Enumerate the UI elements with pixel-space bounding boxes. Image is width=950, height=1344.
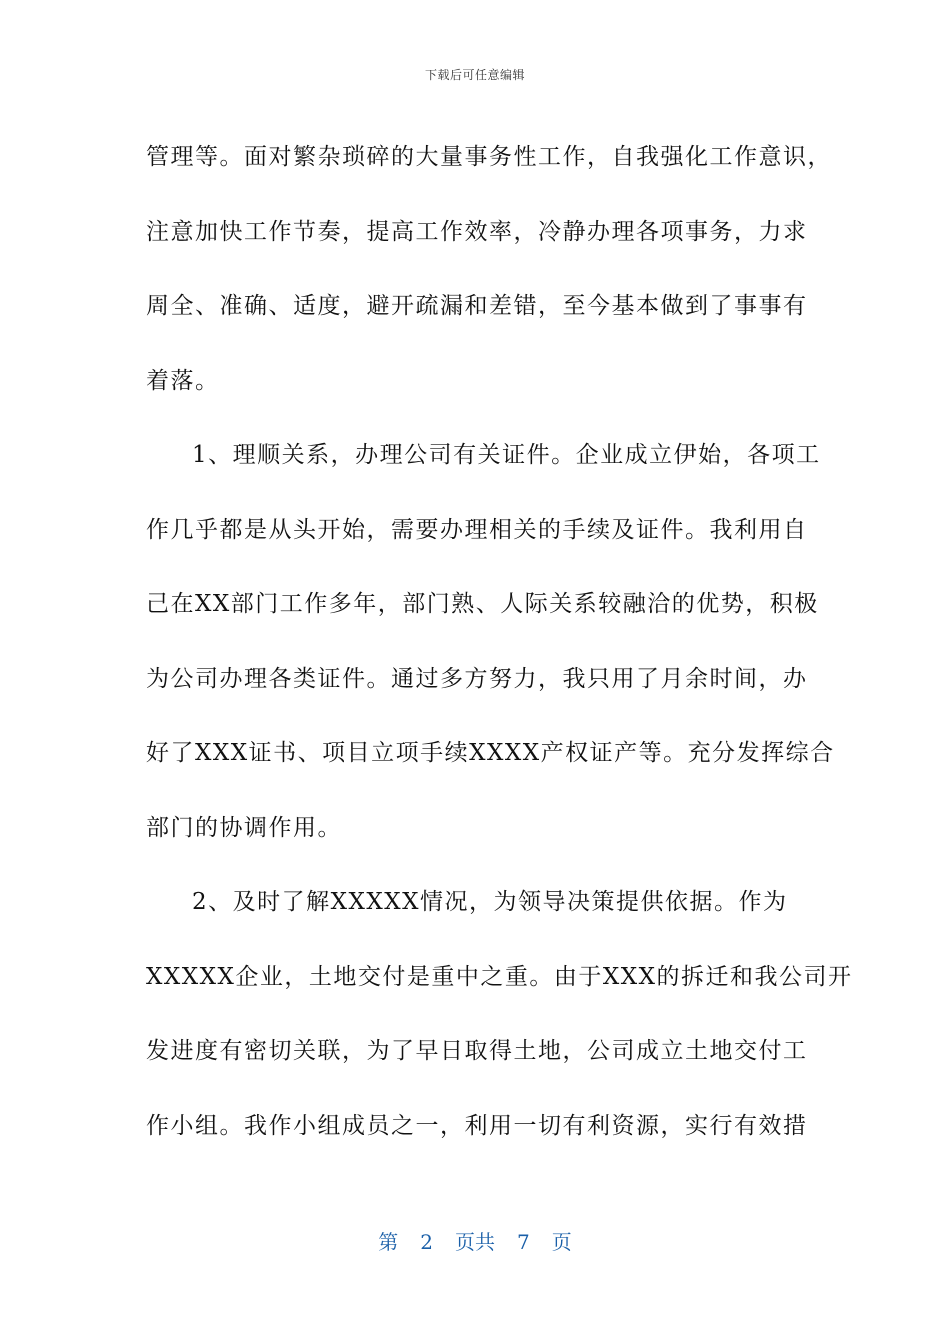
- text-line: 作小组。我作小组成员之一，利用一切有利资源，实行有效措: [146, 1112, 808, 1139]
- header-note: 下载后可任意编辑: [424, 68, 525, 82]
- text-line: 发进度有密切关联，为了早日取得土地，公司成立土地交付工: [146, 1038, 808, 1064]
- total-pages-number: 7: [517, 1230, 530, 1254]
- text-line: 2、及时了解XXXXX情况，为领导决策提供依据。作为: [192, 889, 788, 915]
- text-line: 着落。: [146, 367, 220, 394]
- text-line: 部门的协调作用。: [146, 814, 342, 841]
- text-line: XXXXX企业，土地交付是重中之重。由于XXX的拆迁和我公司开: [146, 963, 853, 990]
- text-line: 为公司办理各类证件。通过多方努力，我只用了月余时间，办: [146, 665, 808, 692]
- current-page-number: 2: [420, 1230, 433, 1254]
- document-body: [146, 120, 853, 1163]
- text-line: 己在XX部门工作多年，部门熟、人际关系较融洽的优势，积极: [146, 591, 819, 617]
- page-footer: [0, 1226, 950, 1255]
- text-line: 管理等。面对繁杂琐碎的大量事务性工作，自我强化工作意识，: [146, 144, 832, 170]
- text-line: 周全、准确、适度，避开疏漏和差错，至今基本做到了事事有: [146, 293, 808, 319]
- footer-prefix: 第: [378, 1230, 399, 1254]
- text-line: 作几乎都是从头开始，需要办理相关的手续及证件。我利用自: [146, 516, 808, 543]
- footer-suffix: 页: [551, 1230, 572, 1254]
- footer-middle: 页共: [455, 1230, 495, 1254]
- text-line: 1、理顺关系，办理公司有关证件。企业成立伊始，各项工: [192, 442, 821, 468]
- text-line: 好了XXX证书、项目立项手续XXXX产权证产等。充分发挥综合: [146, 740, 835, 766]
- text-line: 注意加快工作节奏，提高工作效率，冷静办理各项事务，力求: [146, 218, 808, 245]
